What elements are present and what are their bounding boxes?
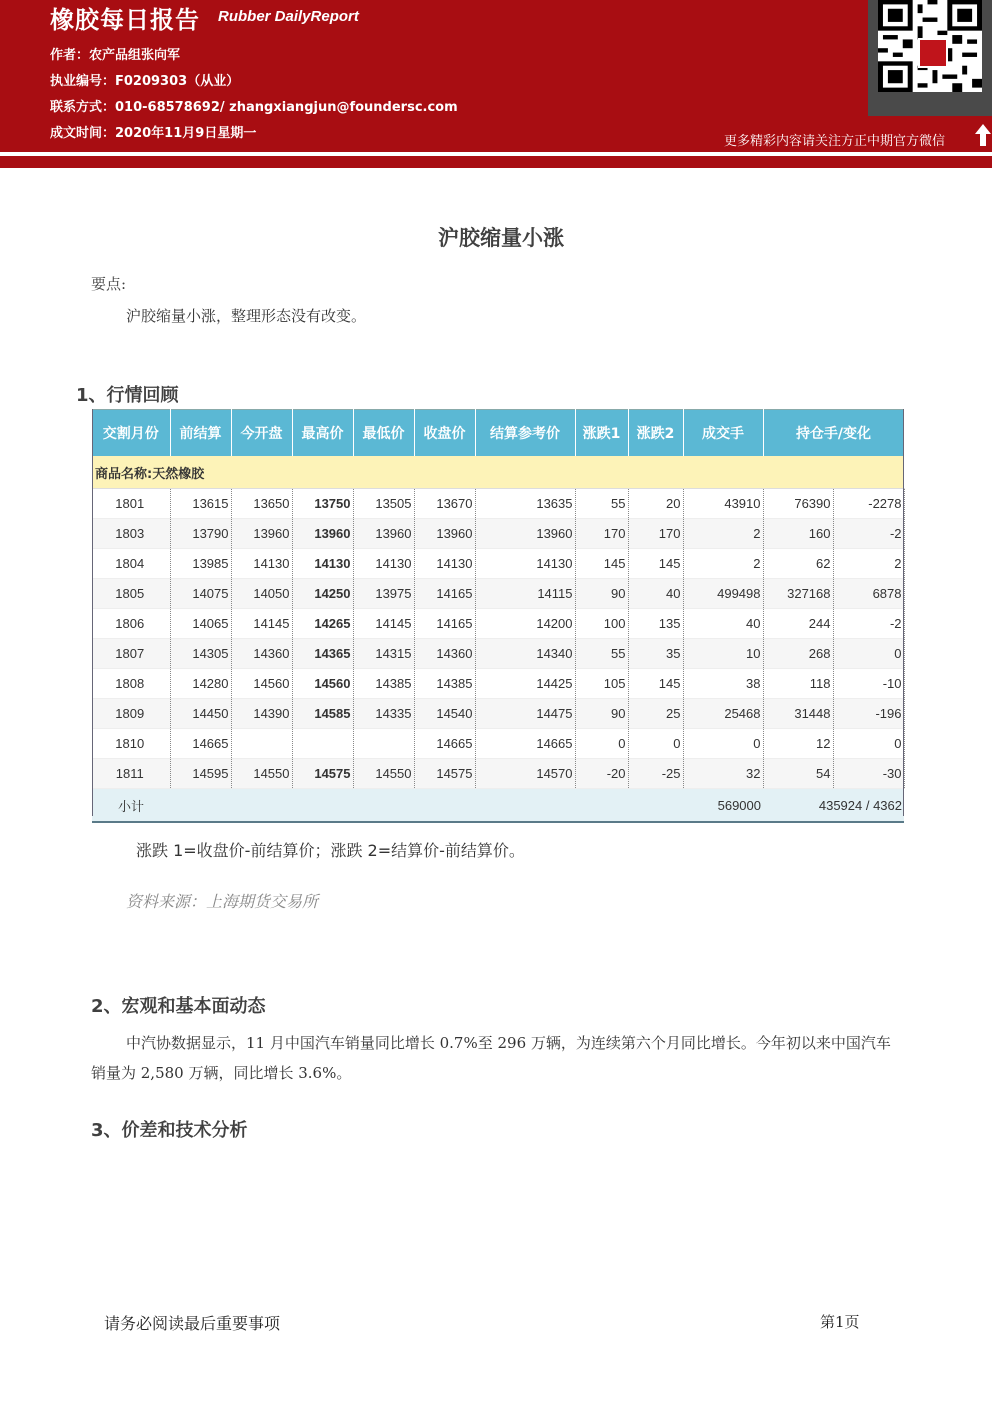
table-cell: 14365: [292, 639, 353, 669]
page-number: 第1页: [820, 1313, 860, 1331]
col-header: 成交手: [683, 410, 763, 457]
table-cell: [231, 729, 292, 759]
table-cell: 100: [575, 609, 628, 639]
table-cell: 14575: [414, 759, 475, 789]
table-cell: 1807: [92, 639, 170, 669]
table-row: [92, 609, 904, 639]
table-cell: 14385: [414, 669, 475, 699]
table-cell: 13650: [231, 489, 292, 519]
table-cell: 0: [575, 729, 628, 759]
table-cell: 14050: [231, 579, 292, 609]
table-cell: 14075: [170, 579, 231, 609]
table-cell: 14130: [414, 549, 475, 579]
report-subtitle: Rubber DailyReport: [218, 8, 359, 25]
table-cell: 14385: [353, 669, 414, 699]
table-cell: 14560: [231, 669, 292, 699]
wechat-follow-note: 更多精彩内容请关注方正中期官方微信: [724, 134, 946, 149]
table-cell: 14335: [353, 699, 414, 729]
table-row: [92, 759, 904, 789]
table-cell: -25: [628, 759, 683, 789]
table-cell: 14550: [353, 759, 414, 789]
col-header: 最高价: [292, 410, 353, 457]
col-header: 涨跌1: [575, 410, 628, 457]
contact-line: 联系方式：010-68578692/ zhangxiangjun@foundersc.com: [50, 100, 458, 115]
footer-disclaimer: 请务必阅读最后重要事项: [104, 1314, 281, 1333]
table-cell: 145: [575, 549, 628, 579]
table-cell: 2: [833, 549, 904, 579]
table-cell: 1804: [92, 549, 170, 579]
category-row: [92, 456, 904, 489]
table-cell: 54: [763, 759, 833, 789]
summary-row: [92, 789, 904, 823]
table-cell: 13505: [353, 489, 414, 519]
table-note: 涨跌 1=收盘价-前结算价；涨跌 2=结算价-前结算价。: [136, 841, 525, 860]
table-cell: 14585: [292, 699, 353, 729]
table-cell: 0: [833, 729, 904, 759]
table-cell: 13960: [475, 519, 575, 549]
table-row: [92, 699, 904, 729]
table-cell: 118: [763, 669, 833, 699]
table-cell: 14540: [414, 699, 475, 729]
table-cell: 13960: [414, 519, 475, 549]
category-label: 商品名称:天然橡胶: [92, 456, 904, 489]
market-table: [92, 409, 904, 823]
table-cell: 13975: [353, 579, 414, 609]
table-cell: [353, 729, 414, 759]
table-row: [92, 489, 904, 519]
table-cell: 14130: [353, 549, 414, 579]
col-header: 今开盘: [231, 410, 292, 457]
license-line: 执业编号：F0209303（从业）: [50, 74, 240, 89]
col-header: 前结算: [170, 410, 231, 457]
table-cell: 14550: [231, 759, 292, 789]
table-cell: 35: [628, 639, 683, 669]
table-cell: 14250: [292, 579, 353, 609]
table-cell: -10: [833, 669, 904, 699]
table-cell: 14115: [475, 579, 575, 609]
table-cell: -30: [833, 759, 904, 789]
table-cell: 2: [683, 549, 763, 579]
page-title: 沪胶缩量小涨: [438, 226, 564, 250]
table-cell: 13960: [292, 519, 353, 549]
table-cell: 76390: [763, 489, 833, 519]
table-cell: 13750: [292, 489, 353, 519]
table-cell: 20: [628, 489, 683, 519]
table-cell: 1809: [92, 699, 170, 729]
author-line: 作者：农产品组张向军: [50, 48, 181, 63]
table-cell: 14360: [414, 639, 475, 669]
table-cell: 25468: [683, 699, 763, 729]
summary-label: 小计: [92, 789, 170, 823]
table-cell: 14130: [292, 549, 353, 579]
table-header-row: [92, 410, 904, 457]
table-cell: 14280: [170, 669, 231, 699]
table-cell: 43910: [683, 489, 763, 519]
table-cell: 268: [763, 639, 833, 669]
table-cell: 14665: [475, 729, 575, 759]
table-cell: 170: [628, 519, 683, 549]
table-cell: 135: [628, 609, 683, 639]
table-cell: 40: [683, 609, 763, 639]
table-row: [92, 639, 904, 669]
table-cell: 160: [763, 519, 833, 549]
table-cell: 0: [683, 729, 763, 759]
table-cell: 499498: [683, 579, 763, 609]
table-cell: 90: [575, 699, 628, 729]
table-cell: 12: [763, 729, 833, 759]
table-cell: 14145: [231, 609, 292, 639]
section-heading-market-review: 1、行情回顾: [76, 385, 179, 406]
table-cell: 14165: [414, 579, 475, 609]
col-header: 结算参考价: [475, 410, 575, 457]
table-cell: -20: [575, 759, 628, 789]
table-cell: 14595: [170, 759, 231, 789]
table-cell: 0: [628, 729, 683, 759]
table-cell: 13615: [170, 489, 231, 519]
section-heading-macro: 2、宏观和基本面动态: [91, 996, 266, 1017]
table-cell: 13670: [414, 489, 475, 519]
section-heading-technical: 3、价差和技术分析: [91, 1120, 248, 1141]
table-cell: -2: [833, 519, 904, 549]
table-cell: 14425: [475, 669, 575, 699]
key-points-label: 要点:: [91, 275, 127, 293]
table-cell: 14200: [475, 609, 575, 639]
table-cell: 1811: [92, 759, 170, 789]
table-cell: 14560: [292, 669, 353, 699]
table-cell: 14360: [231, 639, 292, 669]
table-cell: 14575: [292, 759, 353, 789]
col-header: 收盘价: [414, 410, 475, 457]
table-row: [92, 519, 904, 549]
table-cell: 14450: [170, 699, 231, 729]
table-cell: 14665: [414, 729, 475, 759]
table-cell: 25: [628, 699, 683, 729]
table-cell: 244: [763, 609, 833, 639]
table-cell: -196: [833, 699, 904, 729]
table-cell: 38: [683, 669, 763, 699]
table-cell: 1803: [92, 519, 170, 549]
summary-open-interest: 435924 / 4362: [763, 789, 904, 823]
data-source: 资料来源：上海期货交易所: [126, 892, 319, 911]
table-cell: 14130: [231, 549, 292, 579]
table-cell: 14475: [475, 699, 575, 729]
table-cell: 1801: [92, 489, 170, 519]
table-cell: 14065: [170, 609, 231, 639]
table-cell: 55: [575, 639, 628, 669]
table-body: [92, 489, 904, 789]
table-cell: 13635: [475, 489, 575, 519]
table-row: [92, 669, 904, 699]
table-cell: 327168: [763, 579, 833, 609]
table-cell: 14570: [475, 759, 575, 789]
macro-paragraph: 中汽协数据显示，11 月中国汽车销量同比增长 0.7%至 296 万辆，为连续第六个月同比增长。今年初以来中国汽车销量为 2,580 万辆，同比增长 3.6%。: [91, 1034, 891, 1082]
col-header: 交割月份: [92, 410, 170, 457]
table-row: [92, 549, 904, 579]
table-cell: 10: [683, 639, 763, 669]
table-cell: 1806: [92, 609, 170, 639]
table-cell: 14305: [170, 639, 231, 669]
table-cell: 13790: [170, 519, 231, 549]
arrow-up-icon: [974, 122, 992, 148]
table-cell: [292, 729, 353, 759]
table-cell: 90: [575, 579, 628, 609]
table-cell: -2: [833, 609, 904, 639]
table-cell: 14315: [353, 639, 414, 669]
table-row: [92, 729, 904, 759]
table-cell: 14390: [231, 699, 292, 729]
table-cell: 13960: [231, 519, 292, 549]
table-cell: 14340: [475, 639, 575, 669]
table-cell: 14665: [170, 729, 231, 759]
table-cell: 1805: [92, 579, 170, 609]
table-cell: 14130: [475, 549, 575, 579]
table-cell: 40: [628, 579, 683, 609]
table-cell: -2278: [833, 489, 904, 519]
key-points-text: 沪胶缩量小涨，整理形态没有改变。: [126, 307, 367, 325]
table-cell: 14165: [414, 609, 475, 639]
table-cell: 0: [833, 639, 904, 669]
table-row: [92, 579, 904, 609]
col-header: 涨跌2: [628, 410, 683, 457]
brand-logo-icon: [918, 38, 948, 68]
table-cell: 13960: [353, 519, 414, 549]
table-cell: 1808: [92, 669, 170, 699]
header-band: [0, 156, 992, 168]
date-line: 成文时间：2020年11月9日星期一: [50, 126, 257, 141]
table-cell: 1810: [92, 729, 170, 759]
report-title: 橡胶每日报告: [50, 6, 200, 34]
col-header: 持仓手/变化: [763, 410, 904, 457]
table-cell: 14145: [353, 609, 414, 639]
table-cell: 170: [575, 519, 628, 549]
table-cell: 13985: [170, 549, 231, 579]
table-cell: 31448: [763, 699, 833, 729]
table-cell: 145: [628, 549, 683, 579]
table-cell: 6878: [833, 579, 904, 609]
table-cell: 32: [683, 759, 763, 789]
col-header: 最低价: [353, 410, 414, 457]
summary-volume: 569000: [683, 789, 763, 823]
table-cell: 2: [683, 519, 763, 549]
table-cell: 105: [575, 669, 628, 699]
table-cell: 55: [575, 489, 628, 519]
table-cell: 62: [763, 549, 833, 579]
table-cell: 14265: [292, 609, 353, 639]
table-cell: 145: [628, 669, 683, 699]
